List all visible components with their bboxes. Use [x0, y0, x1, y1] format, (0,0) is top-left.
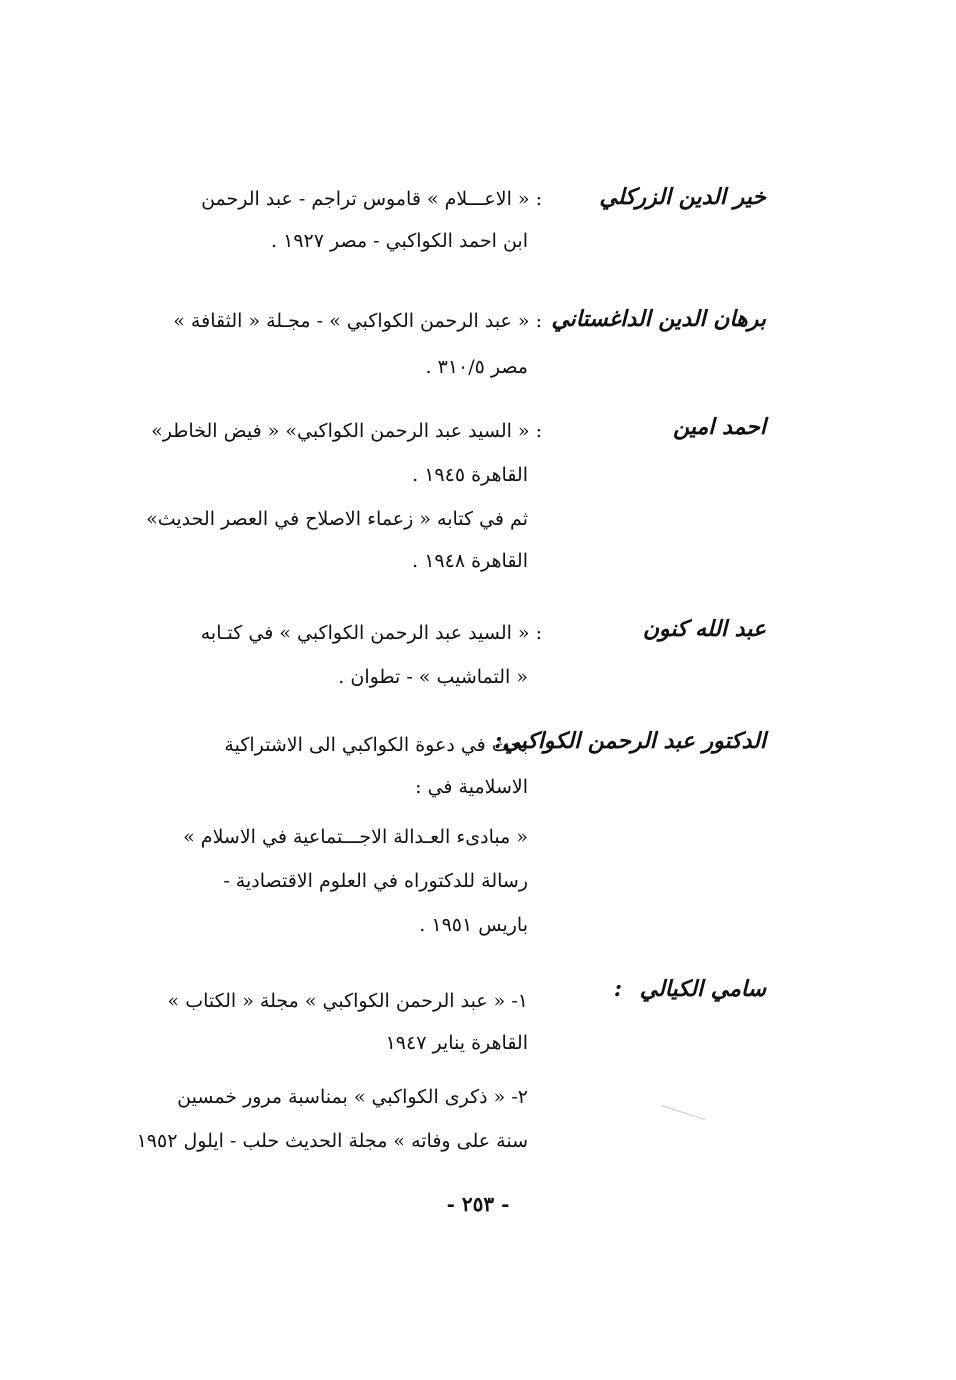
reference-line: ثم في كتابه « زعماء الاصلاح في العصر الحديث»	[146, 508, 528, 530]
reference-line: باريس ١٩٥١ .	[419, 914, 528, 936]
author-name: برهان الدين الداغستاني	[551, 306, 766, 332]
reference-line: رسالة للدكتوراه في العلوم الاقتصادية -	[223, 870, 528, 892]
reference-line: سنة على وفاته » مجلة الحديث حلب - ايلول ١٩٥٢	[136, 1130, 528, 1152]
author-name: احمد امين	[673, 414, 766, 440]
author-name: سامي الكيالي	[639, 976, 766, 1002]
reference-line: مصر ٣١٠/٥ .	[425, 356, 528, 378]
reference-line: « مبادىء العـدالة الاجـــتماعية في الاسلام »	[183, 826, 528, 848]
reference-line: : « السيد عبد الرحمن الكواكبي » في كتـابه	[200, 622, 542, 644]
reference-line: القاهرة ١٩٤٨ .	[412, 550, 528, 572]
author-name: خير الدين الزركلي	[599, 184, 766, 210]
reference-line: ١- « عبد الرحمن الكواكبي » مجلة « الكتاب »	[167, 990, 528, 1012]
reference-line: : « الاعـــلام » قاموس تراجم - عبد الرحمن	[201, 188, 542, 210]
reference-line: القاهرة ١٩٤٥ .	[412, 464, 528, 486]
reference-line: الاسلامية في :	[415, 776, 528, 798]
page-number: - ٢٥٣ -	[446, 1192, 510, 1216]
scan-mark	[661, 1105, 705, 1120]
reference-line: : « عبد الرحمن الكواكبي » - مجـلة « الثقافة »	[173, 310, 542, 332]
reference-line: ابن احمد الكواكبي - مصر ١٩٢٧ .	[271, 230, 528, 252]
author-name: عبد الله كنون	[642, 616, 766, 642]
author-name: الدكتور عبد الرحمن الكواكبي:	[494, 728, 766, 754]
reference-line: : « السيد عبد الرحمن الكواكبي» « فيض الخاطر»	[151, 420, 542, 442]
author-colon: :	[613, 976, 622, 1002]
reference-line: القاهرة يناير ١٩٤٧	[385, 1032, 528, 1054]
reference-line: بحث في دعوة الكواكبي الى الاشتراكية	[224, 734, 528, 756]
reference-line: ٢- « ذكرى الكواكبي » بمناسبة مرور خمسين	[177, 1086, 528, 1108]
reference-line: « التماشيب » - تطوان .	[338, 666, 528, 688]
